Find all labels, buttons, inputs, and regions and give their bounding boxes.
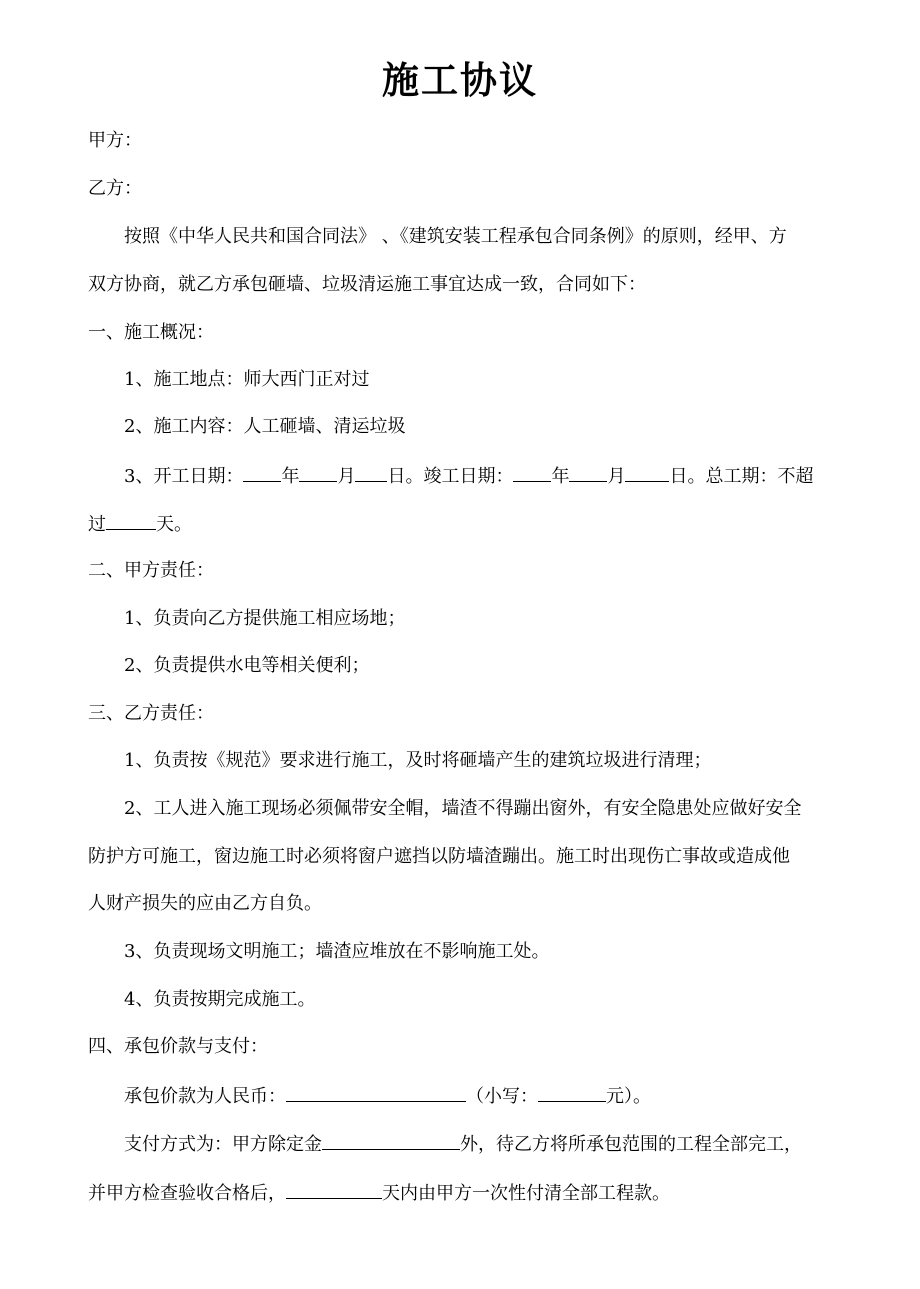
party-b-line: 乙方： <box>88 178 142 199</box>
party-a-line: 甲方： <box>88 130 142 151</box>
acceptance-text: 并甲方检查验收合格后， <box>88 1183 286 1204</box>
section1-item-content: 2、施工内容：人工砸墙、清运垃圾 <box>124 416 406 437</box>
payment-terms-text: 天内由甲方一次性付清全部工程款。 <box>382 1183 670 1204</box>
start-month-blank[interactable] <box>299 461 337 482</box>
section3-item-civilized: 3、负责现场文明施工；墙渣应堆放在不影响施工处。 <box>124 941 550 962</box>
end-day-blank[interactable] <box>625 461 669 482</box>
section3-heading: 三、乙方责任： <box>88 703 214 724</box>
section3-item-schedule: 4、负责按期完成施工。 <box>124 989 316 1010</box>
payment-label: 支付方式为：甲方除定金 <box>124 1134 322 1155</box>
section1-heading: 一、施工概况： <box>88 322 214 343</box>
end-year-label: 年 <box>551 466 570 487</box>
total-days-blank[interactable] <box>106 509 156 530</box>
section4-heading: 四、承包价款与支付： <box>88 1036 268 1057</box>
price-label: 承包价款为人民币： <box>124 1086 286 1107</box>
year-label: 年 <box>281 466 300 487</box>
deposit-blank[interactable] <box>322 1129 460 1150</box>
payment-condition-text: 外，待乙方将所承包范围的工程全部完工， <box>460 1134 802 1155</box>
section4-price-line <box>124 1081 651 1111</box>
payment-days-blank[interactable] <box>286 1178 382 1199</box>
section2-heading: 二、甲方责任： <box>88 560 214 581</box>
section1-item-location: 1、施工地点：师大西门正对过 <box>124 369 370 390</box>
start-year-blank[interactable] <box>243 461 281 482</box>
end-month-blank[interactable] <box>569 461 607 482</box>
intro-line-1: 按照《中华人民共和国合同法》 、《建筑安装工程承包合同条例》的原则，经甲、方 <box>124 226 787 247</box>
total-period-label: 日。总工期：不超 <box>669 466 814 487</box>
section3-item-safety-line-1: 2、工人进入施工现场必须佩带安全帽，墙渣不得蹦出窗外，有安全隐患处应做好安全 <box>124 798 802 819</box>
intro-line-2: 双方协商，就乙方承包砸墙、垃圾清运施工事宜达成一致，合同如下： <box>88 274 646 295</box>
not-exceed-label: 过 <box>88 514 106 535</box>
days-label: 天。 <box>156 514 192 535</box>
end-date-label: 日。竣工日期： <box>387 466 514 487</box>
section3-item-standards: 1、负责按《规范》要求进行施工，及时将砸墙产生的建筑垃圾进行清理； <box>124 750 712 771</box>
yuan-label: 元）。 <box>606 1086 651 1107</box>
start-date-label: 3、开工日期： <box>124 466 244 487</box>
document-title: 施工协议 <box>382 58 538 102</box>
price-uppercase-blank[interactable] <box>286 1081 466 1102</box>
section1-item-dates-cont <box>88 509 192 539</box>
end-year-blank[interactable] <box>513 461 551 482</box>
end-month-label: 月 <box>607 466 626 487</box>
price-lowercase-blank[interactable] <box>538 1081 606 1102</box>
section3-item-safety-line-3: 人财产损失的应由乙方自负。 <box>88 893 322 914</box>
month-label: 月 <box>337 466 356 487</box>
section4-payment-line-1 <box>124 1129 802 1159</box>
section3-item-safety-line-2: 防护方可施工，窗边施工时必须将窗户遮挡以防墙渣蹦出。施工时出现伤亡事故或造成他 <box>88 846 790 867</box>
price-lowercase-label: （小写： <box>466 1086 538 1107</box>
section1-item-dates <box>124 461 813 491</box>
start-day-blank[interactable] <box>355 461 387 482</box>
section2-item-utilities: 2、负责提供水电等相关便利； <box>124 655 370 676</box>
section4-payment-line-2 <box>88 1178 670 1208</box>
section2-item-site: 1、负责向乙方提供施工相应场地； <box>124 608 406 629</box>
